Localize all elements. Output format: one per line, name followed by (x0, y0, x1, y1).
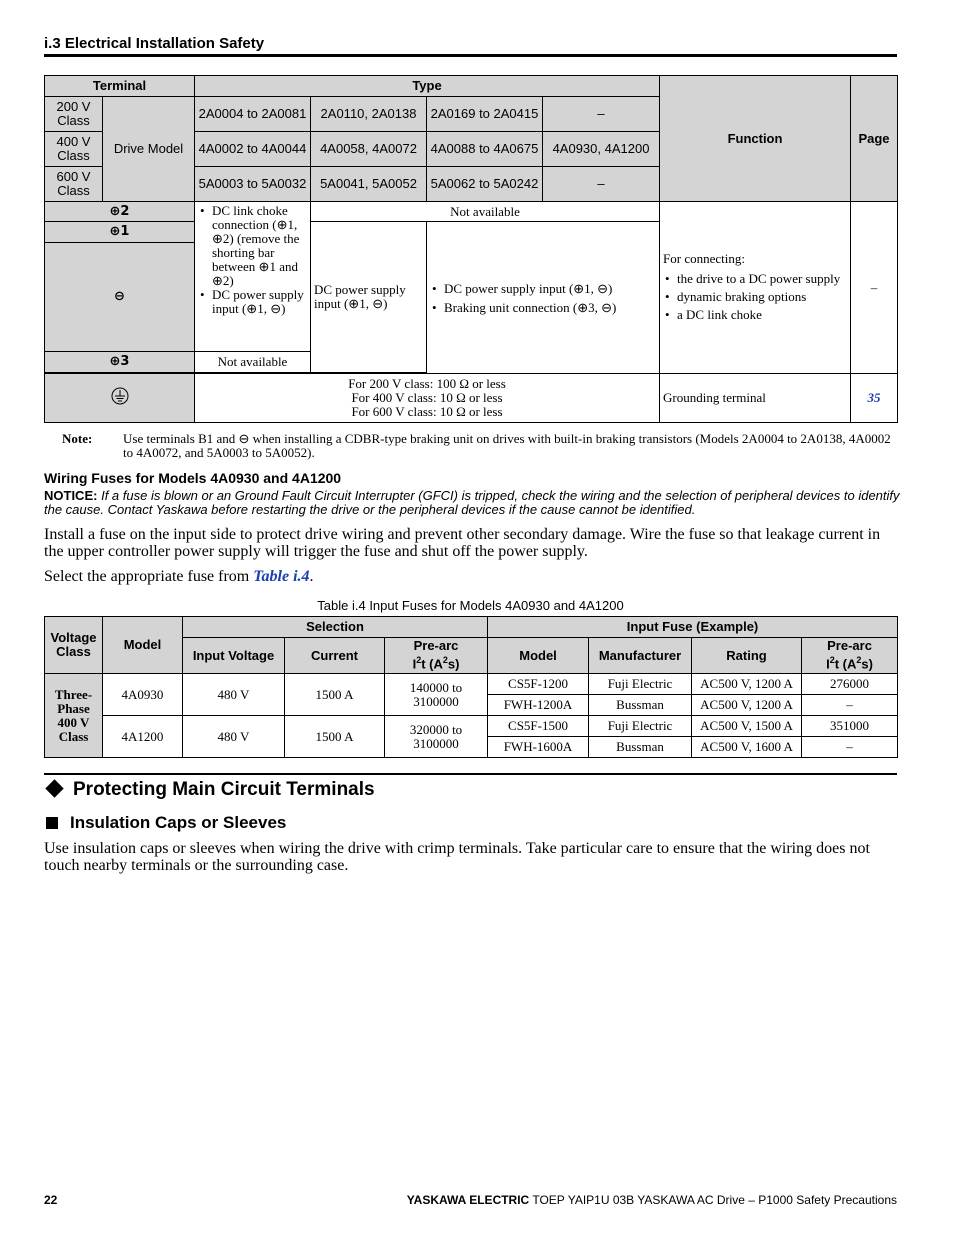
prearc-cell: 140000 to 3100000 (385, 674, 488, 716)
list-item: • dynamic braking options (663, 288, 847, 306)
heading-text: Insulation Caps or Sleeves (70, 813, 287, 832)
insulation-heading (44, 813, 286, 833)
model-cell: 2A0004 to 2A0081 (195, 97, 311, 132)
header-prearc: Pre-arc $I^2t$ $(A^2s)$ (385, 638, 488, 674)
fuse-prearc-cell: 276000 (802, 674, 898, 695)
model-cell: 4A1200 (103, 716, 183, 758)
model-cell: 2A0110, 2A0138 (311, 97, 427, 132)
notice-label: NOTICE: (44, 488, 98, 503)
page-number: 22 (44, 1193, 58, 1207)
class-600v: 600 V Class (45, 167, 103, 202)
fuse-prearc-cell: – (802, 737, 898, 758)
header-manufacturer: Manufacturer (589, 638, 692, 674)
header-input-fuse: Input Fuse (Example) (488, 617, 898, 638)
terminal-function-table (44, 75, 898, 423)
header-voltage-class: Voltage Class (45, 617, 103, 674)
text: . (309, 568, 314, 585)
header-selection: Selection (183, 617, 488, 638)
not-available-cell: Not available (195, 352, 311, 373)
model-cell: 4A0002 to 4A0044 (195, 132, 311, 167)
rating-cell: AC500 V, 1500 A (692, 716, 802, 737)
header-page: Page (851, 76, 898, 202)
model-cell: 5A0003 to 5A0032 (195, 167, 311, 202)
rating-cell: AC500 V, 1200 A (692, 674, 802, 695)
header-current: Current (285, 638, 385, 674)
notice (44, 489, 904, 517)
manufacturer-cell: Fuji Electric (589, 716, 692, 737)
ground-line: For 200 V class: 100 Ω or less (348, 376, 506, 391)
ground-line: For 400 V class: 10 Ω or less (351, 390, 503, 405)
manufacturer-cell: Fuji Electric (589, 674, 692, 695)
manufacturer-cell: Bussman (589, 695, 692, 716)
table-link[interactable]: Table i.4 (253, 568, 310, 585)
paragraph-select (44, 568, 897, 585)
class-cell: Three-Phase 400 V Class (45, 674, 103, 758)
model-cell: – (543, 97, 660, 132)
fuse-model-cell: CS5F-1200 (488, 674, 589, 695)
square-icon (46, 817, 58, 829)
model-cell: 2A0169 to 2A0415 (427, 97, 543, 132)
footer-doc-text: TOEP YAIP1U 03B YASKAWA AC Drive – P1000 Safety Precautions (529, 1193, 897, 1207)
model-cell: 4A0930 (103, 674, 183, 716)
voltage-cell: 480 V (183, 674, 285, 716)
list-item: • Braking unit connection (⊕3, ⊖) (430, 298, 656, 317)
fuse-model-cell: FWH-1600A (488, 737, 589, 758)
function-intro: For connecting: (663, 250, 745, 266)
rating-cell: AC500 V, 1200 A (692, 695, 802, 716)
notice-text: If a fuse is blown or an Ground Fault Circuit Interrupter (GFCI) is tripped, check the wiring and the selection of peripheral devices to identify the cause. Contact Yaskawa before restarting the drive or the peripheral devices if the cause cannot be identified. (44, 488, 900, 517)
header-fuse-model: Model (488, 638, 589, 674)
header-rating: Rating (692, 638, 802, 674)
list-item: • the drive to a DC power supply (663, 270, 847, 288)
wiring-fuses-heading: Wiring Fuses for Models 4A0930 and 4A1200 (44, 470, 342, 486)
class-200v: 200 V Class (45, 97, 103, 132)
table-caption: Table i.4 Input Fuses for Models 4A0930 and 4A1200 (317, 598, 624, 613)
list-item: • DC power supply input (⊕1, ⊖) (198, 288, 307, 316)
fuse-model-cell: CS5F-1500 (488, 716, 589, 737)
header-input-voltage: Input Voltage (183, 638, 285, 674)
model-cell: 5A0041, 5A0052 (311, 167, 427, 202)
model-cell: 5A0062 to 5A0242 (427, 167, 543, 202)
header-type: Type (195, 76, 660, 97)
dc-link-choke-cell (195, 202, 311, 352)
footer-doc (407, 1193, 897, 1207)
header-function: Function (660, 76, 851, 202)
section-rule (44, 773, 897, 775)
terminal-plus1: ⊕1 (45, 222, 195, 243)
header-model: Model (103, 617, 183, 674)
model-cell: 4A0088 to 4A0675 (427, 132, 543, 167)
text: Select the appropriate fuse from (44, 568, 254, 585)
note (62, 432, 897, 460)
list-item: • DC power supply input (⊕1, ⊖) (430, 279, 656, 298)
list-item: • a DC link choke (663, 306, 847, 324)
current-cell: 1500 A (285, 674, 385, 716)
ground-icon (111, 387, 129, 405)
note-text: Use terminals B1 and ⊖ when installing a CDBR-type braking unit on drives with built-in braking transistors (Models 2A0004 to 2A0138, 4A0002 to 4A0072, and 5A0003 to 5A0052). (123, 431, 891, 460)
fuse-prearc-cell: 351000 (802, 716, 898, 737)
protecting-heading (44, 779, 375, 801)
page-cell: – (851, 202, 898, 374)
dc-braking-cell (427, 222, 660, 374)
diamond-icon (45, 780, 63, 798)
header-fuse-prearc: Pre-arc $I^2t$ $(A^2s)$ (802, 638, 898, 674)
list-item: • DC link choke connection (⊕1, ⊕2) (remove the shorting bar between ⊕1 and ⊕2) (198, 204, 307, 288)
terminal-plus3: ⊕3 (45, 352, 195, 373)
ground-page-cell (851, 374, 898, 423)
terminal-minus: ⊖ (45, 243, 195, 352)
page-link[interactable]: 35 (867, 390, 881, 405)
paragraph-insulation: Use insulation caps or sleeves when wiring the drive with crimp terminals. Take particular care to ensure that the wiring does not touch nearby terminals or the surrounding case. (44, 840, 870, 874)
fuse-prearc-cell: – (802, 695, 898, 716)
voltage-cell: 480 V (183, 716, 285, 758)
model-cell: 4A0930, 4A1200 (543, 132, 660, 167)
header-terminal: Terminal (45, 76, 195, 97)
ground-resistance-cell (195, 374, 660, 423)
current-cell: 1500 A (285, 716, 385, 758)
manufacturer-cell: Bussman (589, 737, 692, 758)
fuse-model-cell: FWH-1200A (488, 695, 589, 716)
not-available-cell: Not available (311, 202, 660, 222)
footer-brand: YASKAWA ELECTRIC (406, 1193, 530, 1207)
function-cell (660, 202, 851, 374)
heading-text: Protecting Main Circuit Terminals (73, 779, 375, 800)
prearc-cell: 320000 to 3100000 (385, 716, 488, 758)
ground-terminal-cell (45, 374, 195, 423)
ground-function-cell: Grounding terminal (660, 374, 851, 423)
class-400v: 400 V Class (45, 132, 103, 167)
model-cell: – (543, 167, 660, 202)
model-cell: 4A0058, 4A0072 (311, 132, 427, 167)
section-header: i.3 Electrical Installation Safety (44, 34, 897, 57)
note-label: Note: (62, 431, 93, 446)
terminal-plus2: ⊕2 (45, 202, 195, 222)
drive-model-label: Drive Model (103, 97, 195, 202)
input-fuses-table (44, 616, 898, 758)
ground-line: For 600 V class: 10 Ω or less (351, 404, 503, 419)
rating-cell: AC500 V, 1600 A (692, 737, 802, 758)
paragraph: Install a fuse on the input side to protect drive wiring and prevent other secondary damage. Wire the fuse so that leakage current in the upper controller power supply will trigger the fuse and shut off the power supply. (44, 526, 881, 560)
dc-power-input-cell: DC power supply input (⊕1, ⊖) (311, 222, 427, 373)
